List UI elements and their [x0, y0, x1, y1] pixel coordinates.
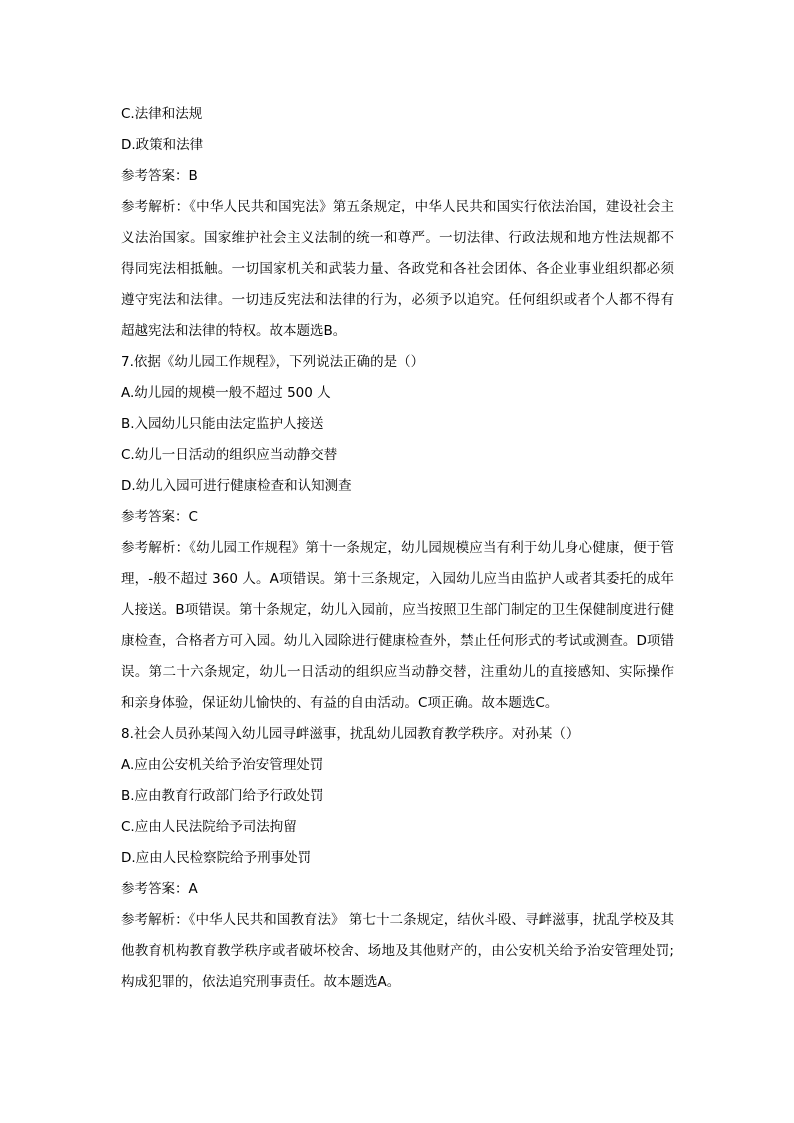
answer-q7: 参考答案：C	[121, 509, 198, 525]
option-d-q6: D.政策和法律	[121, 137, 204, 153]
option-c-q7: C.幼儿一日活动的组织应当动静交替	[121, 447, 338, 463]
option-a-q7: A.幼儿园的规模一般不超过 500 人	[121, 385, 331, 401]
option-d-q7: D.幼儿入园可进行健康检查和认知测查	[121, 478, 352, 494]
answer-q6: 参考答案：B	[121, 168, 198, 184]
option-c-q6: C.法律和法规	[121, 106, 203, 122]
option-b-q8: B.应由教育行政部门给予行政处罚	[121, 788, 324, 804]
exam-content	[121, 99, 674, 998]
answer-q8: 参考答案：A	[121, 881, 198, 897]
option-d-q8: D.应由人民检察院给予刑事处罚	[121, 850, 312, 866]
question-7: 7.依据《幼儿园工作规程》，下列说法正确的是（）	[121, 354, 425, 370]
analysis-q8: 参考解析：《中华人民共和国教育法》 第七十二条规定，结伙斗殴、寻衅滋事，扰乱学校及其他教育机构教育教学秩序或者破坏校舍、场地及其他财产的，由公安机关给予治安管理处罚;构成犯罪的，依法追究刑事责任。故本题选A。	[121, 912, 674, 990]
analysis-q7: 参考解析：《幼儿园工作规程》第十一条规定，幼儿园规模应当有利于幼儿身心健康，便于管理，-般不超过 360 人。A项错误。第十三条规定，入园幼儿应当由监护人或者其委托的成年人接送。B项错误。第十条规定，幼儿入园前，应当按照卫生部门制定的卫生保健制度进行健康检查，合格者方可入园。幼儿入园除进行健康检查外，禁止任何形式的考试或测查。D项错误。第二十六条规定，幼儿一日活动的组织应当动静交替，注重幼儿的直接感知、实际操作和亲身体验，保证幼儿愉快的、有益的自由活动。C项正确。故本题选C。	[121, 540, 674, 711]
option-b-q7: B.入园幼儿只能由法定监护人接送	[121, 416, 324, 432]
option-a-q8: A.应由公安机关给予治安管理处罚	[121, 757, 324, 773]
option-c-q8: C.应由人民法院给予司法拘留	[121, 819, 297, 835]
question-8: 8.社会人员孙某闯入幼儿园寻衅滋事，扰乱幼儿园教育教学秩序。对孙某（）	[121, 726, 580, 742]
analysis-q6: 参考解析：《中华人民共和国宪法》第五条规定，中华人民共和国实行依法治国，建设社会主义法治国家。国家维护社会主义法制的统一和尊严。一切法律、行政法规和地方性法规都不得同宪法相抵触。一切国家机关和武装力量、各政党和各社会团体、各企业事业组织都必须遵守宪法和法律。一切违反宪法和法律的行为，必须予以追究。任何组织或者个人都不得有超越宪法和法律的特权。故本题选B。	[121, 199, 674, 339]
